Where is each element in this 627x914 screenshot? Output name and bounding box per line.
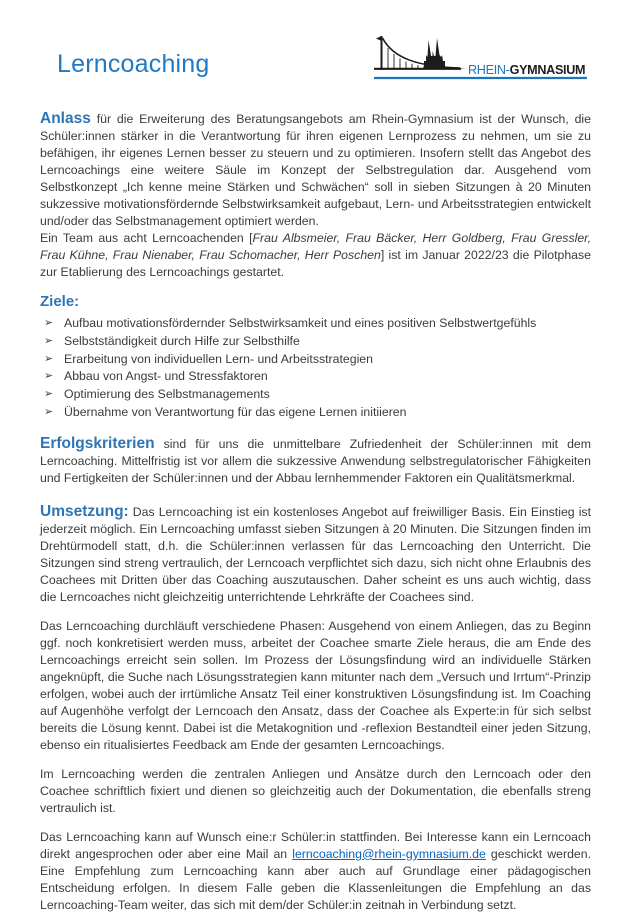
- kontakt-paragraph: [40, 829, 591, 914]
- arrow-bullet-icon: ➢: [44, 352, 54, 365]
- header: [40, 42, 591, 86]
- bullet-text: Selbstständigkeit durch Hilfe zur Selbsthilfe: [64, 333, 300, 348]
- cathedral-icon: [424, 38, 445, 68]
- umsetzung-paragraph: [40, 503, 591, 606]
- dokumentation-paragraph: Im Lerncoaching werden die zentralen Anliegen und Ansätze durch den Lerncoach oder den Coachee schriftlich fixiert und dienen so gleichzeitig auch der Dokumentation, die ebenfalls streng vertraulich ist.: [40, 766, 591, 815]
- list-item: [44, 315, 591, 333]
- erfolgskriterien-heading: Erfolgskriterien: [40, 434, 155, 452]
- team-prefix: Ein Team aus acht Lerncoachenden [: [40, 231, 253, 245]
- page-title: Lerncoaching: [57, 50, 210, 78]
- list-item: [44, 404, 591, 422]
- phasen-paragraph: Das Lerncoaching durchläuft verschiedene Phasen: Ausgehend von einem Anliegen, das zu Beginn ggf. noch konkretisiert werden muss, arbeitet der Coachee smarte Ziele heraus, die am Ende des Lerncoachings erreicht sein sollen. Im Prozess der Lösungsfindung wird an individuelle Stärken angeknüpft, die Suche nach Lösungsstrategien kann mitunter nach dem „Versuch und Irrtum“-Prinzip erfolgen, wobei auch der irrtümliche Ansatz Teil einer konstruktiven Lösungsfindung ist. Im Coaching auf Augenhöhe verfolgt der Lerncoach den Ansatz, dass der Coachee als Experte:in für sich selbst bereits die Lösung kennt. Dabei ist die Metakognition und -reflexion Bestandteil einer jeden Sitzung, ebenso ein ritualisiertes Feedback am Ende der gesamten Lerncoachings.: [40, 618, 591, 752]
- bullet-text: Übernahme von Verantwortung für das eigene Lernen initiieren: [64, 404, 407, 419]
- umsetzung-text: Das Lerncoaching ist ein kostenloses Angebot auf freiwilliger Basis. Ein Einstieg ist jederzeit möglich. Ein Lerncoaching umfasst sieben Sitzungen à 20 Minuten. Die Sitzungen finden im Drehtürmodell statt, d.h. die Schüler:innen verlassen für das Lerncoaching den Unterricht. Die Sitzungen sind streng vertraulich, der Lerncoach verpflichtet sich dazu, sich nicht ohne Erlaubnis des Coachees mit Dritten über das Coaching auszutauschen. Daher scheint es uns auch wichtig, dass die Lerncoaches nicht gleichzeitig unterrichtende Lehrkräfte der Coachees sind.: [40, 504, 591, 604]
- bullet-text: Aufbau motivationsfördernder Selbstwirksamkeit und eines positiven Selbstwertgefühls: [64, 316, 537, 330]
- bullet-text: Abbau von Angst- und Stressfaktoren: [64, 369, 268, 384]
- team-paragraph: [40, 230, 591, 281]
- list-item: [44, 333, 591, 351]
- arrow-bullet-icon: ➢: [44, 388, 54, 401]
- ziele-list: [40, 315, 591, 422]
- ziele-section: [40, 293, 591, 422]
- team-suffix: ] ist im Januar 2022/23 die Pilotphase zur Etablierung des Lerncoachings gestartet.: [40, 248, 591, 279]
- bullet-text: Optimierung des Selbstmanagements: [64, 387, 270, 402]
- arrow-bullet-icon: ➢: [44, 370, 54, 383]
- erfolgskriterien-text: sind für uns die unmittelbare Zufriedenheit der Schüler:innen mit dem Lerncoaching. Mittelfristig ist vor allem die sukzessive Anwendung selbstregulatorischer Fähigkeiten und Fertigkeiten der Schüler:innen und der Abbau lernhemmender Faktoren ein Qualitätsmerkmal.: [40, 436, 591, 485]
- list-item: [44, 386, 591, 404]
- kontakt-text-post: geschickt werden. Eine Empfehlung zum Lerncoaching kann aber auch auf Grundlage einer pädagogischen Entscheidung erfolgen. In diesem Falle geben die Klassenleitungen die Empfehlung an das Lerncoaching-Team weiter, das sich mit dem/der Schüler:in zeitnah in Verbindung setzt.: [40, 846, 591, 912]
- logo-text-rhein: RHEIN-: [468, 63, 510, 77]
- ziele-heading: Ziele:: [40, 293, 80, 310]
- list-item: [44, 351, 591, 369]
- anlass-paragraph: [40, 110, 591, 230]
- arrow-bullet-icon: ➢: [44, 317, 54, 329]
- email-link[interactable]: lerncoaching@rhein-gymnasium.de: [292, 846, 486, 861]
- logo-wordmark: [468, 63, 585, 77]
- bullet-text: Erarbeitung von individuellen Lern- und Arbeitsstrategien: [64, 351, 373, 366]
- arrow-bullet-icon: ➢: [44, 405, 54, 418]
- rhein-gymnasium-logo: [373, 34, 589, 86]
- kontakt-text-pre: Das Lerncoaching kann auf Wunsch eine:r Schüler:in stattfinden. Bei Interesse kann ein Lerncoach direkt angesprochen oder aber eine Mail an: [40, 829, 591, 861]
- erfolgskriterien-paragraph: [40, 435, 591, 487]
- document-body: [40, 110, 591, 914]
- arrow-bullet-icon: ➢: [44, 334, 54, 347]
- anlass-text: für die Erweiterung des Beratungsangebots am Rhein-Gymnasium ist der Wunsch, die Schüler:innen stärker in die Verantwortung für ihren eigenen Lernprozess zu nehmen, um sie zu befähigen, ihr eigenes Lernen besser zu steuern und zu optimieren. Insofern stellt das Angebot des Lerncoachings eine weitere Säule im Konzept der Selbstregulation dar. Ausgehend vom Selbstkonzept „Ich kenne meine Stärken und Schwächen“ soll in sieben Sitzungen à 20 Minuten sukzessive motivationsfördernde Selbstwirksamkeit aufgebaut, Lern- und Arbeitsstrategien entwickelt und/oder das Selbstmanagement optimiert werden.: [40, 112, 591, 228]
- list-item: [44, 368, 591, 386]
- logo-text-gymnasium: GYMNASIUM: [509, 63, 586, 77]
- anlass-heading: Anlass: [40, 110, 91, 127]
- team-names: Frau Albsmeier, Frau Bäcker, Herr Goldberg, Frau Gressler, Frau Kühne, Frau Nienaber, Frau Schomacher, Herr Poschen: [40, 231, 592, 262]
- umsetzung-heading: Umsetzung:: [40, 502, 129, 520]
